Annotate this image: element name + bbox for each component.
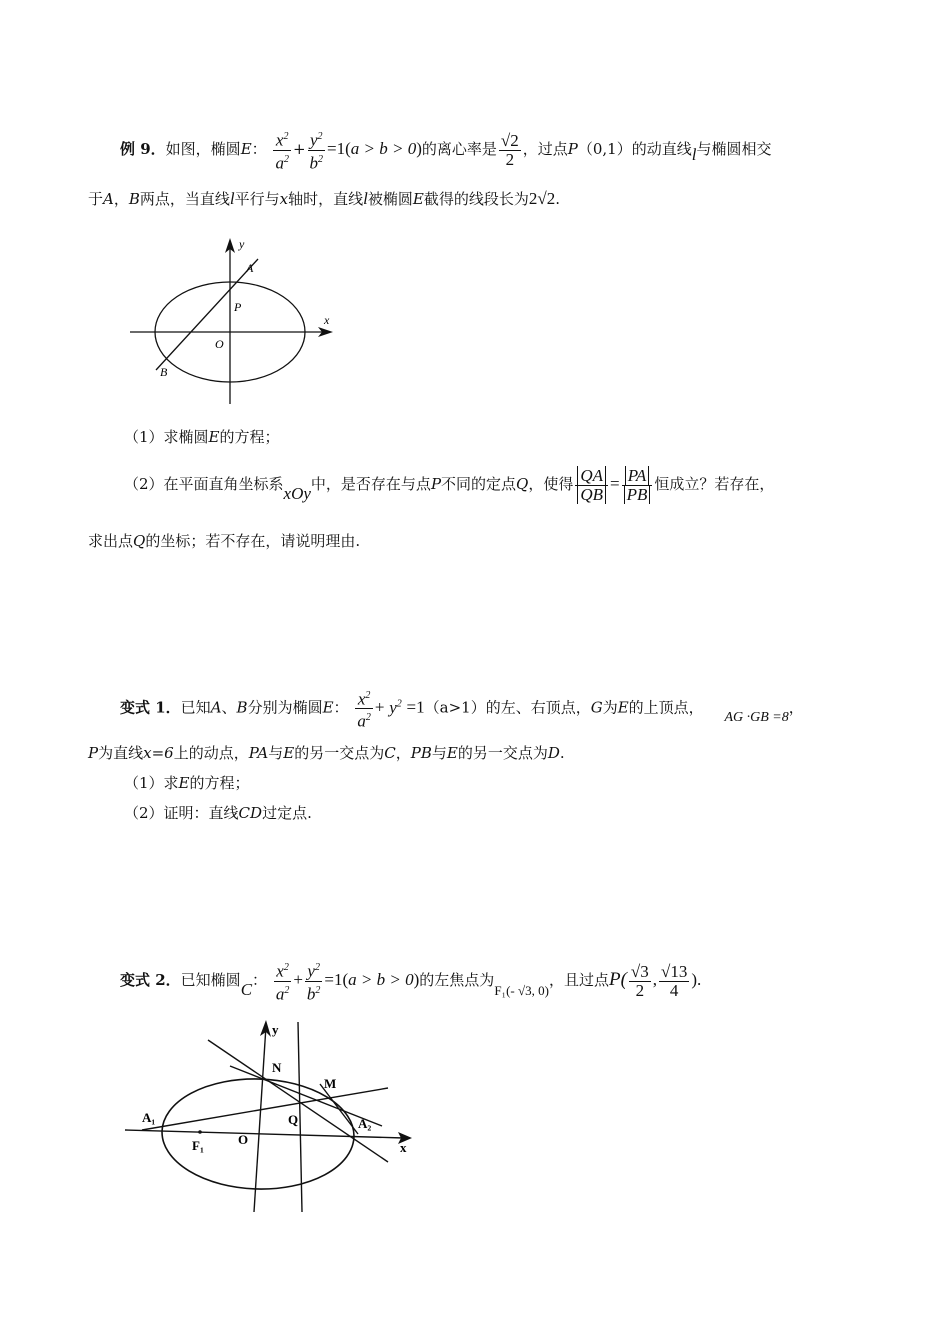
label-A: A [246,261,254,275]
label-P: P [234,300,242,314]
ex9-q2: （2）在平面直角坐标系xOy中，是否存在与点P不同的定点Q，使得 $\frac{QA}{QB}$ = $\frac{PA}{PB}$ 恒成立？若存在， [124,465,775,504]
label-x: x [324,313,330,327]
label-F1: F₁ [192,1138,204,1153]
vertical-line [298,1022,302,1212]
ex9-line1: 例 9．如图，椭圆E： $\frac{x^2}{a^2}$ + $\frac{y^2}{b^2}$ =1(a > b > 0)的离心率是 $\frac{√2}{2}$ ，过点P（0,1）的动直线l与椭圆相交 [120,128,771,172]
v1-frac-x: $\frac{x^2}{a^2}$ [357,689,371,731]
v1-q1: （1）求E的方程； [124,774,250,792]
label-A2: A₂ [358,1116,372,1131]
v2-frac-y: $\frac{y^2}{b^2}$ [306,961,321,1004]
ex9-frac-y: $\frac{y^2}{b^2}$ [309,130,324,173]
line-l [156,259,258,370]
v1-q2: （2）证明：直线CD过定点. [124,804,312,822]
v1-line2: P为直线x=6上的动点，PA与E的另一交点为C，PB与E的另一交点为D. [88,744,565,762]
focus-F1: F₁(- √3, 0) [494,983,549,998]
label-y: y [272,1022,279,1037]
ex9-ecc: $\frac{√2}{2}$ [500,130,519,169]
x-axis [125,1130,404,1138]
line-A1-N [208,1040,388,1162]
point-F1 [198,1130,202,1134]
label-B: B [160,365,168,379]
ex9-q1: （1）求椭圆E的方程； [124,428,280,446]
ex9-line2: 于A，B两点，当直线l平行与x轴时，直线l被椭圆E截得的线段长为2√2. [88,189,560,208]
label-x: x [400,1140,407,1155]
v2-px: $\frac{√3}{2}$ [630,961,649,1000]
v1-line1: 变式 1．已知A、B分别为椭圆E： $\frac{x^2}{a^2}$ + $y^2 =1(a>1)$的左、右顶点，G为E的上顶点， AG ·GB =8， [120,684,804,738]
ex9-q3: 求出点Q的坐标；若不存在，请说明理由. [88,532,361,550]
ellipse-figure-2 [120,1016,430,1216]
ratio-QA-QB: $\frac{QA}{QB}$ [575,467,608,504]
label-A1: A₁ [142,1110,156,1125]
v2-py: $\frac{√13}{4}$ [661,961,688,1000]
label-O: O [215,337,224,351]
v1-label: 变式 1． [120,698,181,717]
label-M: M [324,1076,337,1091]
dot-product: AG ·GB =8 [724,709,789,725]
label-N: N [272,1060,282,1075]
ratio-PA-PB: $\frac{PA}{PB}$ [622,467,653,504]
ex9-label: 例 9． [120,140,166,159]
v2-line1: 变式 2．已知椭圆C： $\frac{x^2}{a^2}$ + $\frac{y^2}{b^2}$ =1(a > b > 0)的左焦点为F₁(- √3, 0)，且过点P( $\frac{√3}{2}$ , $\frac{√13}{4}$ ). [120,954,701,1017]
label-Q: Q [288,1112,299,1127]
label-O: O [238,1132,249,1147]
ellipse-figure-1 [120,232,350,412]
y-axis [254,1026,266,1212]
line-M-A2 [320,1084,358,1134]
v2-frac-x: $\frac{x^2}{a^2}$ [275,961,290,1004]
label-y: y [239,237,245,251]
v2-label: 变式 2． [120,971,181,989]
ex9-frac-x: $\frac{x^2}{a^2}$ [275,130,289,173]
